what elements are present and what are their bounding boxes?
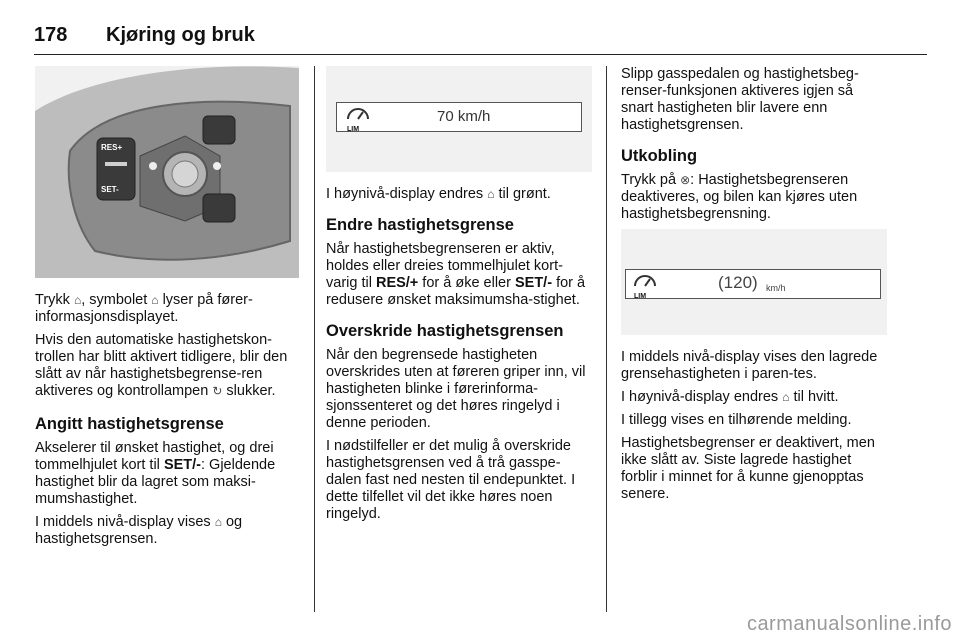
- column-divider: [314, 66, 315, 612]
- section-heading: Endre hastighetsgrense: [326, 216, 514, 234]
- section-heading: Angitt hastighetsgrense: [35, 415, 224, 433]
- paragraph: I middels nivå-display vises den lagrede grensehastigheten i paren-tes.: [621, 349, 878, 382]
- steering-wheel-controls-icon: [35, 66, 299, 278]
- steering-wheel-illustration: [35, 66, 299, 278]
- paragraph: I middels nivå-display vises ⌂ og hastighetsgrensen.: [35, 514, 243, 547]
- lim-label: LIM: [347, 126, 360, 133]
- page-header: [34, 24, 255, 47]
- paragraph: I høynivå-display endres ⌂ til grønt.: [326, 186, 551, 202]
- paragraph: Hastighetsbegrenser er deaktivert, men ikke slått av. Siste lagrede hastighet forblir i minnet for å kunne gjenopptas senere.: [621, 435, 875, 502]
- paragraph: Trykk på ⊗: Hastighetsbegrenseren deaktiveres, og bilen kan kjøres uten hastighetsbegrensning.: [621, 172, 858, 222]
- instrument-display: [336, 102, 582, 132]
- display-illustration: [326, 66, 592, 172]
- speed-limiter-icon: ⌂: [214, 515, 222, 529]
- section-heading: Overskride hastighetsgrensen: [326, 322, 564, 340]
- lim-label: LIM: [634, 293, 647, 300]
- speed-limiter-off-icon: ⊗: [680, 173, 691, 187]
- paragraph: Hvis den automatiske hastighetskon-trollen har blitt aktivert tidligere, blir den slått av når hastighetsbegrense-ren aktiveres og kontrollampen ↻ slukker.: [35, 332, 288, 399]
- paragraph: I nødstilfeller er det mulig å overskride hastighetsgrensen ved å trå gasspe-dalen fast ned nesten til endepunktet. I dette tilfellet vil det ikke høres noen ringelyd.: [326, 438, 576, 522]
- page-title: Kjøring og bruk: [106, 24, 255, 46]
- instrument-display: [625, 269, 881, 299]
- paragraph: Når hastighetsbegrenseren er aktiv, holdes eller dreies tommelhjulet kort-varig til RES/+ for å øke eller SET/- for å redusere ønsket maksimumsha-stighet.: [326, 241, 586, 308]
- speed-value: 70 km/h: [437, 108, 491, 125]
- speed-limiter-icon: ⌂: [151, 293, 159, 307]
- header-rule: [34, 54, 927, 55]
- column-1: [35, 66, 299, 554]
- paragraph: Når den begrensede hastigheten overskrides uten at føreren griper inn, vil hastigheten blinke i førerinforma-sjonssenteret og det høres ringelyd i denne perioden.: [326, 347, 586, 431]
- paragraph: Trykk ⌂, symbolet ⌂ lyser på fører-informasjonsdisplayet.: [35, 292, 253, 325]
- paragraph: I tillegg vises en tilhørende melding.: [621, 412, 852, 428]
- speed-limiter-icon: ⌂: [73, 293, 82, 307]
- watermark: carmanualsonline.info: [746, 613, 952, 635]
- section-heading: Utkobling: [621, 147, 698, 165]
- cruise-control-icon: ↻: [212, 384, 223, 398]
- paragraph: Akselerer til ønsket hastighet, og drei tommelhjulet kort til SET/-: Gjeldende hastighet blir da lagret som maksi-mumshastighet.: [35, 440, 276, 507]
- page-number: 178: [34, 24, 68, 46]
- speed-limiter-icon: ⌂: [487, 187, 495, 201]
- speed-unit: km/h: [766, 283, 786, 293]
- column-2: [326, 66, 592, 529]
- column-3: [621, 66, 887, 509]
- svg-text:SET-: SET-: [101, 185, 119, 194]
- display-illustration: [621, 229, 887, 335]
- speed-limiter-icon: ⌂: [782, 390, 790, 404]
- stored-speed-value: (120): [718, 273, 758, 292]
- paragraph: Slipp gasspedalen og hastighetsbeg-renser-funksjonen aktiveres igjen så snart hastigheten blir lavere enn hastighetsgrensen.: [621, 66, 859, 133]
- column-divider: [606, 66, 607, 612]
- svg-text:RES+: RES+: [101, 143, 123, 152]
- paragraph: I høynivå-display endres ⌂ til hvitt.: [621, 389, 839, 405]
